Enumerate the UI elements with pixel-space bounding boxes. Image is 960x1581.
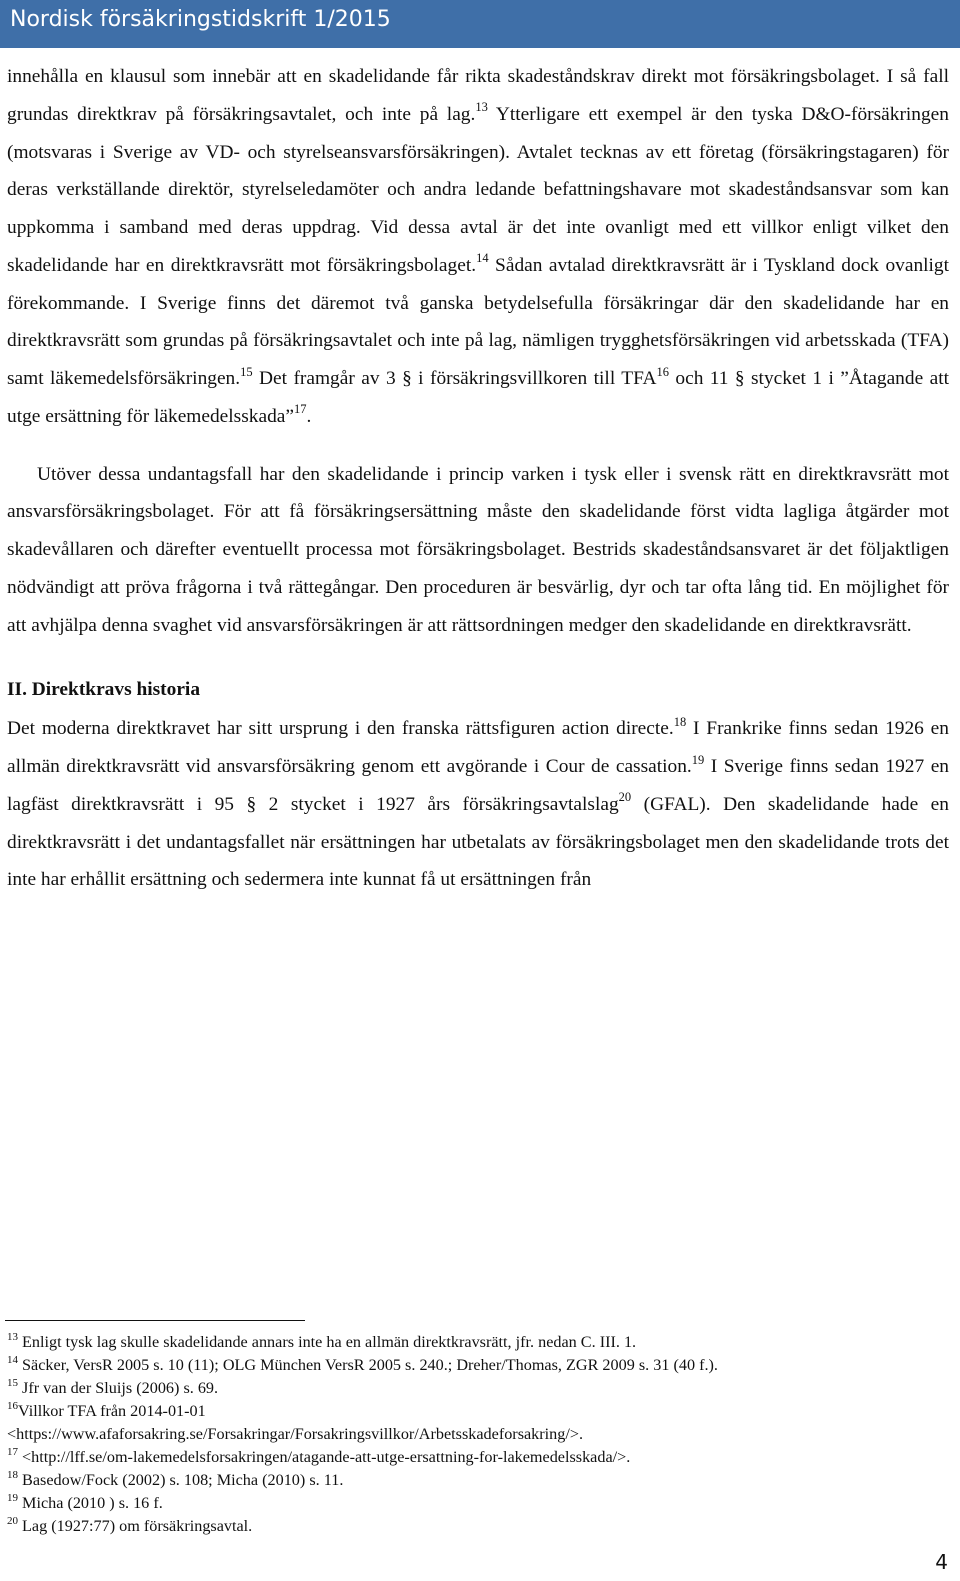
footnote-item <box>7 1515 949 1538</box>
footnotes <box>7 1331 949 1538</box>
paragraph-2: Utöver dessa undantagsfall har den skadelidande i princip varken i tysk eller i svensk rätt en direktkravsrätt mot ansvarsförsäkringsbolaget. För att få försäkringsersättning måste den skadelidande först vidta lagliga åtgärder mot skadevållaren och därefter eventuellt processa mot försäkringsbolaget. Bestrids skadeståndsansvaret är det följaktligen nödvändigt att pröva frågorna i två rättegångar. Den proceduren är besvärlig, dyr och tar ofta lång tid. En möjlighet för att avhjälpa denna svaghet vid ansvarsförsäkringen är att rättsordningen medger den skadelidande en direktkravsrätt. <box>7 463 949 636</box>
footnote-number: 14 <box>7 1353 18 1366</box>
footnote-number: 18 <box>7 1468 18 1481</box>
page-number: 4 <box>935 1550 948 1574</box>
paragraph-1-text-f: . <box>306 405 312 427</box>
footnote-text: Säcker, VersR 2005 s. 10 (11); OLG München VersR 2005 s. 240.; Dreher/Thomas, ZGR 2009 s. 31 (40 f.). <box>18 1356 718 1374</box>
footnote-ref-19[interactable]: 19 <box>691 752 705 767</box>
paragraph-3-text-a: Det moderna direktkravet har sitt ursprung i den franska rättsfiguren action directe. <box>7 718 674 740</box>
footnote-ref-20[interactable]: 20 <box>618 790 632 805</box>
footnote-text: Jfr van der Sluijs (2006) s. 69. <box>18 1379 219 1397</box>
footnote-ref-13[interactable]: 13 <box>475 100 488 115</box>
paragraph-1-text-e: och 11 § stycket 1 i ”Åtagande att utge ersättning för läkemedelsskada” <box>7 368 949 427</box>
footnote-item <box>7 1446 949 1469</box>
footnote-number: 16 <box>7 1399 18 1412</box>
footnote-separator <box>5 1320 305 1321</box>
paragraph-3-text-c: I Sverige finns sedan 1927 en lagfäst direktkravsrätt i 95 § 2 stycket i 1927 års försäkringsavtalslag <box>7 756 949 815</box>
footnote-item <box>7 1469 949 1492</box>
paragraph-3-text-b: I Frankrike finns sedan 1926 en allmän direktkravsrätt vid ansvarsförsäkring genom ett avgörande i Cour de cassation. <box>7 718 949 777</box>
footnote-item <box>7 1377 949 1400</box>
paragraph-1-text-b: Ytterligare ett exempel är den tyska D&O-försäkringen (motsvaras i Sverige av VD- och styrelseansvarsförsäkringen). Avtalet tecknas av ett företag (försäkringstagaren) för deras verkställande direktör, styrelseledamöter och andra ledande befattningshavare mot skadeståndsansvar som kan uppkomma i samband med deras uppdrag. Vid dessa avtal är det inte ovanligt med ett villkor enligt vilket den skadelidande har en direktkravsrätt mot försäkringsbolaget. <box>7 103 949 276</box>
footnote-number: 20 <box>7 1514 18 1527</box>
footnote-text: Villkor TFA från 2014-01-01 <box>18 1402 206 1420</box>
footnote-link[interactable]: <http://lff.se/om-lakemedelsforsakringen/atagande-att-utge-ersattning-for-lakemedelsskada/>. <box>18 1448 631 1466</box>
footnote-number: 17 <box>7 1445 18 1458</box>
footnote-ref-16[interactable]: 16 <box>656 364 669 379</box>
paragraph-1-text-c: Sådan avtalad direktkravsrätt är i Tyskland dock ovanligt förekommande. I Sverige finns det däremot två ganska betydelsefulla försäkringar där den skadelidande har en direktkravsrätt som grundas på försäkringsavtalet och inte på lag, nämligen trygghetsförsäkringen vid arbetsskada (TFA) samt läkemedelsförsäkringen. <box>7 254 949 389</box>
journal-header <box>0 0 960 48</box>
footnote-item <box>7 1423 949 1446</box>
footnote-ref-17[interactable]: 17 <box>293 402 307 417</box>
footnote-ref-18[interactable]: 18 <box>673 714 687 729</box>
footnote-text: Basedow/Fock (2002) s. 108; Micha (2010) s. 11. <box>18 1471 344 1489</box>
footnote-link[interactable]: <https://www.afaforsakring.se/Forsakringar/Forsakringsvillkor/Arbetsskadeforsakring/>. <box>7 1425 584 1443</box>
footnote-item <box>7 1354 949 1377</box>
footnote-number: 19 <box>7 1491 18 1504</box>
footnote-number: 15 <box>7 1376 18 1389</box>
footnote-text: Lag (1927:77) om försäkringsavtal. <box>18 1517 253 1535</box>
footnote-item <box>7 1400 949 1423</box>
footnote-ref-14[interactable]: 14 <box>476 251 489 266</box>
section-heading: II. Direktkravs historia <box>7 679 201 701</box>
paragraph-1 <box>7 58 949 436</box>
journal-title: Nordisk försäkringstidskrift 1/2015 <box>10 7 391 32</box>
paragraph-1-text-d: Det framgår av 3 § i försäkringsvillkoren till TFA <box>252 368 657 389</box>
footnote-text: Enligt tysk lag skulle skadelidande annars inte ha en allmän direktkravsrätt, jfr. nedan C. III. 1. <box>18 1333 637 1351</box>
footnote-number: 13 <box>7 1330 18 1343</box>
footnote-item <box>7 1492 949 1515</box>
footnote-ref-15[interactable]: 15 <box>240 364 253 379</box>
paragraph-3 <box>7 710 949 899</box>
paragraph-3-text-d: (GFAL). Den skadelidande hade en direktkravsrätt i det undantagsfallet när ersättningen har utbetalats av försäkringsbolaget men den skadelidande trots det inte har erhållit ersättning och sedermera inte kunnat få ut ersättningen från <box>7 793 949 891</box>
paragraph-1-text-a: innehålla en klausul som innebär att en skadelidande får rikta skadeståndskrav direkt mot försäkringsbolaget. I så fall grundas direktkrav på försäkringsavtalet, och inte på lag. <box>7 66 949 125</box>
footnote-item <box>7 1331 949 1354</box>
footnote-text: Micha (2010 ) s. 16 f. <box>18 1494 163 1512</box>
body-text <box>7 58 949 899</box>
